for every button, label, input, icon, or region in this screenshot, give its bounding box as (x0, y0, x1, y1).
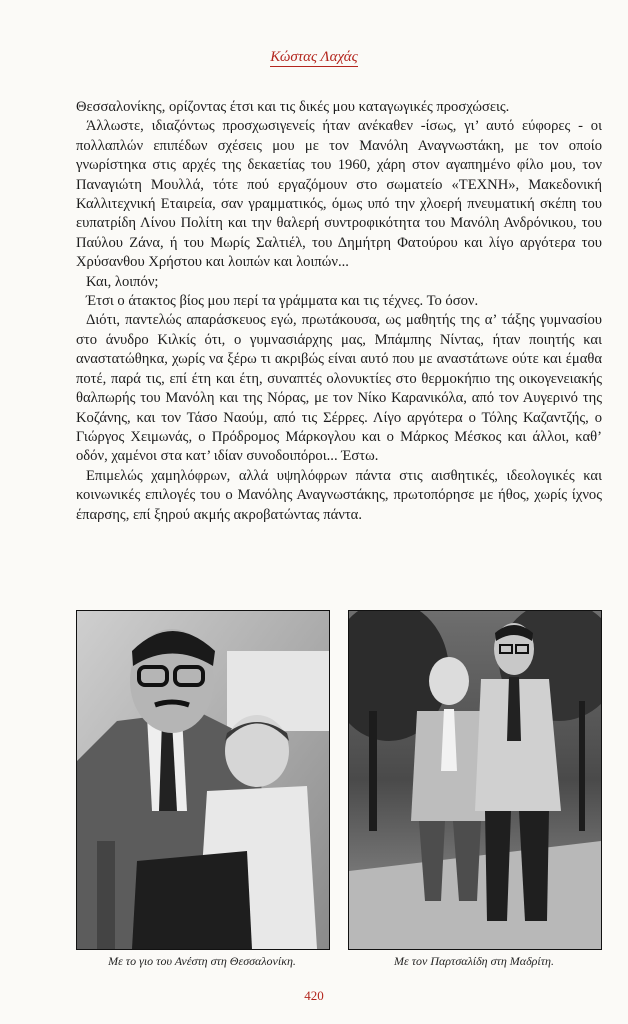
caption-left: Με το γιο του Ανέστη στη Θεσσαλονίκη. (108, 954, 296, 968)
running-header (0, 48, 628, 66)
paragraph: Και, λοιπόν; (86, 273, 159, 290)
paragraph: Θεσσαλονίκης, ορίζοντας έτσι και τις δικές μου καταγωγικές προσχώσεις. (76, 99, 510, 115)
paragraph: Επιμελώς χαμηλόφρων, αλλά υψηλόφρων πάντα στις αισθητικές, ιδεολογικές και κοινωνικές επιλογές του ο Μανόλης Αναγνωστάκης, πρωτοπόρησε με ήθος, χωρίς ίχνος έπαρσης, επί ξηρού ακμής ακροβατώντας πάντα. (76, 467, 602, 523)
page-number: 420 (304, 988, 324, 1003)
paragraph: Άλλωστε, ιδιαζόντως προσχωσιγενείς ήταν ανέκαθεν -ίσως, γι’ αυτό εύφορες - οι πολλαπλών επιπέδων σχέσεις μου με τον Μανόλη Αναγνωστάκη, με τον οποίο γνωρίστηκα στις αρχές της δεκαετίας του 1960, χάρη στον αγαπημένο φίλο μου, τον Παναγιώτη Μουλλά, τότε πού εργαζόμουν στο σωματείο «ΤΕΧΝΗ», Μακεδονική Καλλιτεχνική Εταιρεία, σαν γραμματικός, όμως υπό την χλοερή πνευματική σκέπη του ευπατρίδη Λίνου Πολίτη και την θαλερή συντροφικότητα του Μανόλη Ανδρόνικου, του Παύλου Ζάνα, ή του Μωρίς Σαλτιέλ, του Δημήτρη Φατούρου και λίγο αργότερα του Χρύσανθου Χρήστου και λοιπών και λοιπών... (76, 118, 602, 271)
photo-illustration (349, 611, 601, 949)
caption-right: Με τον Παρτσαλίδη στη Μαδρίτη. (393, 954, 555, 968)
paragraph: Έτσι ο άτακτος βίος μου περί τα γράμματα και τις τέχνες. Το όσον. (86, 293, 479, 310)
body-text (76, 98, 602, 525)
paragraph: Διότι, παντελώς απαράσκευος εγώ, πρωτάκουσα, ως μαθητής της α’ τάξης γυμνασίου στο άνυδρο Κιλκίς ότι, ο γυμνασιάρχης μας, Μπάμπης Νίντας, ήταν ποιητής και αναστατώθηκα, χωρίς να ξέρω τι ακριβώς είναι αυτό που με αναστάτωνε ούτε και έμαθα ποτέ, παρά τις, επί έτη και έτη, συναπτές ολονυκτίες στο θερμοκήπιο της οικογενειακής θαλπωρής του Μανόλη και της Νόρας, με τον Νίκο Καρανικόλα, από τον Αυγερινό της Κοζάνης, και τον Τάσο Ναούμ, από τις Σέρρες. Λίγο αργότερα ο Τόλης Καζαντζής, ο Γιώργος Χειμωνάς, ο Πρόδρομος Μάρκογλου και ο Μάρκος Μέσκος και άλλοι, καθ’ οδόν, χαμένοι στα κατ’ ιδίαν συνοδοιπόροι... Έστω. (76, 312, 602, 465)
photo-father-and-son (76, 610, 330, 950)
photo-two-men-in-park (348, 610, 602, 950)
running-title: Κώστας Λαχάς (270, 49, 358, 65)
photo-illustration (77, 611, 329, 949)
